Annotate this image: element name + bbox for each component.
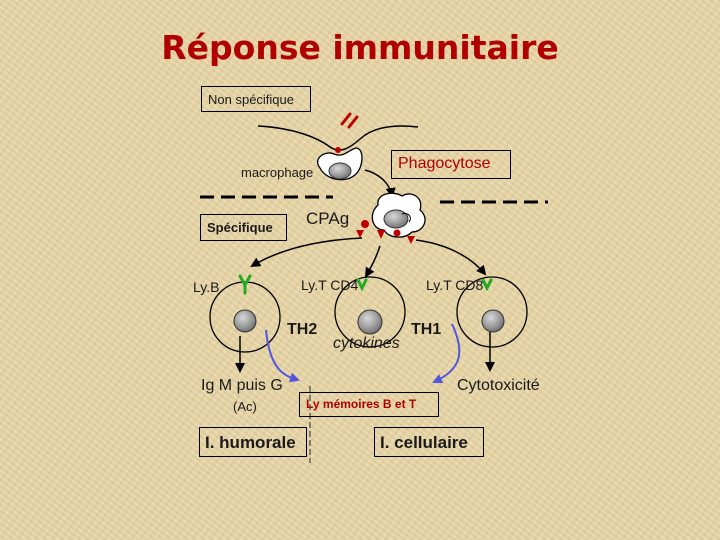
macrophage-label: macrophage [241, 165, 314, 180]
antibody-label: (Ac) [233, 399, 257, 414]
presented-antigen-icon [407, 236, 415, 244]
engulfed-antigen-icon [335, 147, 341, 153]
t-cd4-nucleus [358, 310, 382, 334]
page-title: Réponse immunitaire [161, 28, 559, 67]
antigen-fragment-icon [342, 114, 357, 127]
arrow-apc-to-cd8 [416, 240, 485, 274]
b-cell-receptor-icon [240, 276, 250, 293]
specific-label: Spécifique [207, 220, 273, 235]
cytokines-label: cytokines [333, 335, 400, 352]
th1-label: TH1 [411, 321, 442, 338]
apc-label: CPAg [306, 209, 350, 228]
non-specific-label: Non spécifique [208, 92, 294, 107]
t-cd8-label: Ly.T CD8 [426, 277, 484, 293]
presented-antigen-icon [356, 230, 364, 238]
cytotoxicity-label: Cytotoxicité [457, 377, 540, 394]
presented-antigen-icon [394, 230, 401, 237]
presented-antigen-icon [361, 220, 369, 228]
cellular-label: I. cellulaire [380, 433, 468, 452]
phagocytosis-arrow [365, 170, 392, 196]
t-cd4-label: Ly.T CD4 [301, 277, 359, 293]
ig-label: Ig M puis G [201, 377, 283, 394]
macrophage-membrane [258, 126, 418, 150]
humoral-label: I. humorale [205, 433, 296, 452]
th2-label: TH2 [287, 321, 318, 338]
arrow-apc-to-b [252, 238, 362, 266]
arrow-apc-to-cd4 [366, 246, 380, 276]
t-cd4-receptor-icon [358, 280, 366, 288]
presented-antigen-icon [377, 230, 385, 239]
t-cd8-receptor-icon [483, 280, 491, 288]
memory-label: Ly mémoires B et T [306, 397, 417, 411]
apc-nucleus [384, 210, 408, 228]
t-cd8-nucleus [482, 310, 504, 332]
macrophage-nucleus [329, 163, 351, 179]
phagocytosis-label: Phagocytose [398, 155, 491, 172]
b-cell-nucleus [234, 310, 256, 332]
b-cell-label: Ly.B [193, 279, 220, 295]
